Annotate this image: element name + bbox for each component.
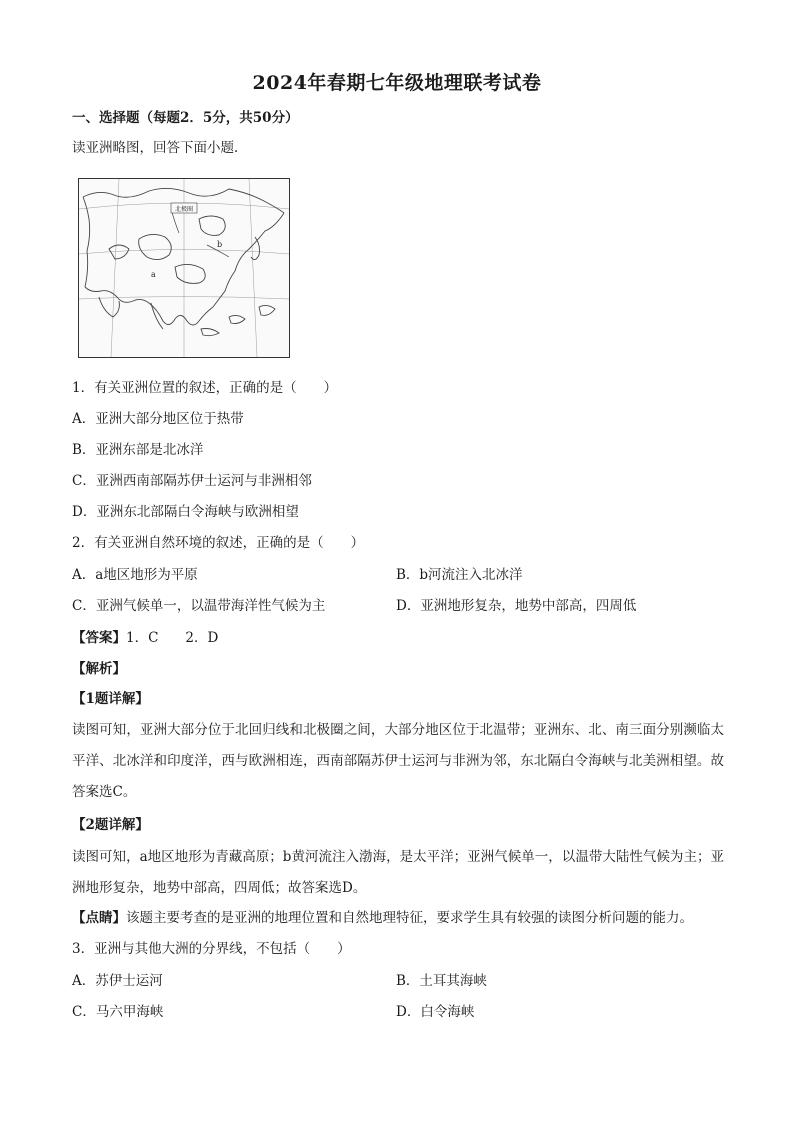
map-label-a: a [151,270,156,279]
question-3-stem: 3．亚洲与其他大洲的分界线，不包括（ ） [72,941,351,957]
question-2-option-d: D．亚洲地形复杂，地势中部高，四周低 [396,598,637,614]
analysis-label: 【解析】 [72,661,126,677]
question-3-option-b: B．土耳其海峡 [396,973,487,989]
page-title: 2024年春期七年级地理联考试卷 [252,72,542,94]
detail-1-text: 读图可知，亚洲大部分位于北回归线和北极圈之间，大部分地区位于北温带；亚洲东、北、南三面分别濒临太平洋、北冰洋和印度洋，西与欧洲相连，西南部隔苏伊士运河与非洲为邻，东北隔白令海峡与北美洲相望。故答案选C。 [72,722,724,800]
question-1-option-d: D．亚洲东北部隔白令海峡与欧洲相望 [72,504,299,520]
note-label: 【点睛】 [72,910,126,926]
map-label-b: b [217,240,223,249]
answer-text: 1．C 2．D [126,630,219,646]
question-3-option-c: C．马六甲海峡 [72,1004,164,1020]
question-1-option-c: C．亚洲西南部隔苏伊士运河与非洲相邻 [72,473,312,489]
answer-label: 【答案】 [72,630,126,646]
answer-line [72,628,218,648]
asia-map [78,178,290,358]
question-1-stem: 1．有关亚洲位置的叙述，正确的是（ ） [72,380,338,396]
detail-2-label: 【2题详解】 [72,817,149,833]
question-2-stem: 2．有关亚洲自然环境的叙述，正确的是（ ） [72,535,365,551]
detail-1-label: 【1题详解】 [72,691,149,707]
note-text: 该题主要考查的是亚洲的地理位置和自然地理特征，要求学生具有较强的读图分析问题的能力。 [126,910,693,926]
question-2-option-a: A．a地区地形为平原 [72,567,198,583]
question-3-option-a: A．苏伊士运河 [72,973,163,989]
question-1-option-a: A．亚洲大部分地区位于热带 [72,411,244,427]
detail-2-text: 读图可知，a地区地形为青藏高原；b黄河流注入渤海，是太平洋；亚洲气候单一，以温带大陆性气候为主；亚洲地形复杂，地势中部高，四周低；故答案选D。 [72,849,724,896]
question-2-option-c: C．亚洲气候单一，以温带海洋性气候为主 [72,598,326,614]
asia-map-drawing [79,179,289,357]
reading-prompt: 读亚洲略图，回答下面小题． [72,140,248,156]
question-2-option-b: B．b河流注入北冰洋 [396,567,523,583]
note-line [72,908,693,928]
question-1-option-b: B．亚洲东部是北冰洋 [72,442,204,458]
section-heading: 一、选择题（每题2．5分，共50分） [72,110,299,126]
question-3-option-d: D．白令海峡 [396,1004,475,1020]
map-label-north: 北极圈 [174,206,194,213]
